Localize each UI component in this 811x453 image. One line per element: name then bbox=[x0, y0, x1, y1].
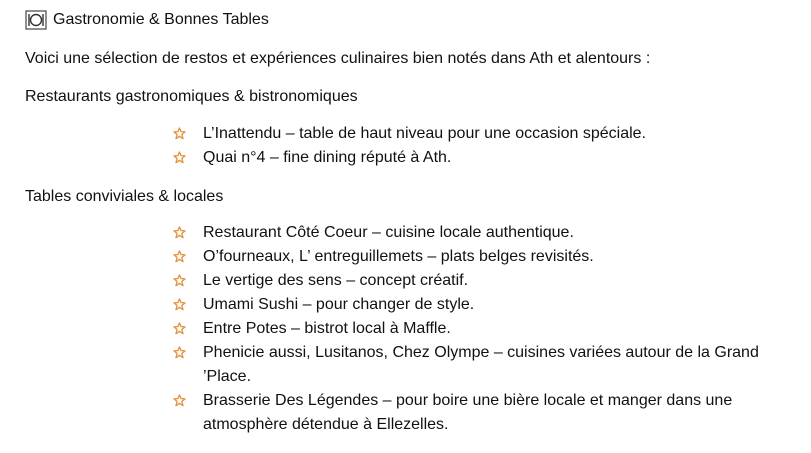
list-item-text: Umami Sushi – pour changer de style. bbox=[203, 296, 475, 313]
list-item-text: Le vertige des sens – concept créatif. bbox=[203, 272, 469, 289]
star-bullet-icon bbox=[173, 322, 186, 335]
plate-cutlery-icon bbox=[25, 9, 47, 31]
list-item bbox=[173, 269, 773, 293]
section-title: Tables conviviales & locales bbox=[25, 188, 224, 205]
star-bullet-icon bbox=[173, 127, 186, 140]
list-item-text[interactable]: O’fourneaux, L’ entreguillemets – plats belges revisités. bbox=[203, 248, 594, 265]
list-item-text: Entre Potes – bistrot local à Maffle. bbox=[203, 320, 451, 337]
bullet-list bbox=[173, 221, 773, 437]
list-item bbox=[173, 389, 773, 437]
section-heading bbox=[25, 9, 269, 31]
list-item bbox=[173, 245, 773, 269]
star-bullet-icon bbox=[173, 151, 186, 164]
star-bullet-icon bbox=[173, 346, 186, 359]
bullet-list bbox=[173, 122, 773, 170]
heading-text: Gastronomie & Bonnes Tables bbox=[53, 11, 269, 28]
list-item bbox=[173, 146, 773, 170]
section-title: Restaurants gastronomiques & bistronomiques bbox=[25, 88, 358, 105]
star-bullet-icon bbox=[173, 394, 186, 407]
list-item-text: L’Inattendu – table de haut niveau pour une occasion spéciale. bbox=[203, 125, 646, 142]
list-item bbox=[173, 293, 773, 317]
star-bullet-icon bbox=[173, 250, 186, 263]
list-item bbox=[173, 317, 773, 341]
list-item-text: Restaurant Côté Coeur – cuisine locale authentique. bbox=[203, 224, 574, 241]
star-bullet-icon bbox=[173, 274, 186, 287]
list-item bbox=[173, 221, 773, 245]
list-item-text: Brasserie Des Légendes – pour boire une bière locale et manger dans une atmosphère détendue à Ellezelles. bbox=[203, 392, 733, 433]
list-item-text: Quai n°4 – fine dining réputé à Ath. bbox=[203, 149, 452, 166]
star-bullet-icon bbox=[173, 226, 186, 239]
list-item bbox=[173, 341, 773, 389]
list-item bbox=[173, 122, 773, 146]
intro-paragraph: Voici une sélection de restos et expériences culinaires bien notés dans Ath et alentours : bbox=[25, 50, 651, 67]
list-item-text: Phenicie aussi, Lusitanos, Chez Olympe – cuisines variées autour de la Grand ’Place. bbox=[203, 344, 759, 385]
star-bullet-icon bbox=[173, 298, 186, 311]
